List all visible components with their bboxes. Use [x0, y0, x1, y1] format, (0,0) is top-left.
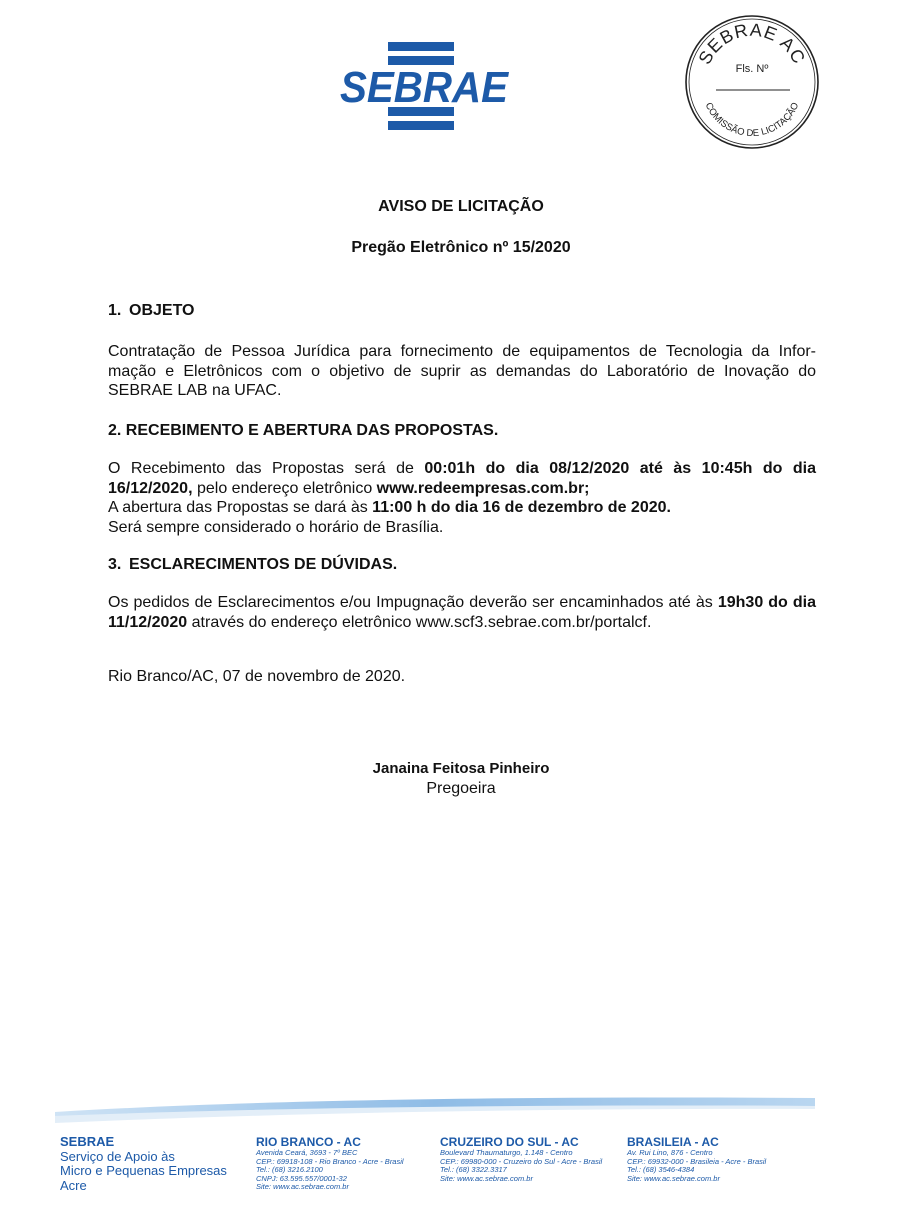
office-line: CEP.: 69932-000 - Brasileia - Acre - Brasil — [627, 1156, 767, 1166]
office-city: RIO BRANCO - AC — [256, 1135, 361, 1149]
office-line: CEP.: 69980-000 - Cruzeiro do Sul - Acre - Brasil — [440, 1156, 603, 1166]
footer-org-line: Serviço de Apoio às — [60, 1148, 175, 1164]
office-line: Tel.: (68) 3322.3317 — [440, 1165, 507, 1175]
protocol-stamp — [684, 14, 820, 150]
footer-wave-decoration — [0, 1090, 900, 1130]
office-line: CEP.: 69918-108 - Rio Branco - Acre - Brasil — [256, 1156, 404, 1166]
office-city: BRASILEIA - AC — [627, 1135, 719, 1149]
office-city: CRUZEIRO DO SUL - AC — [440, 1135, 579, 1149]
office-line: Tel.: (68) 3216.2100 — [256, 1165, 323, 1175]
stamp-label: Fls. Nº — [735, 63, 769, 75]
footer-org-line: Acre — [60, 1177, 87, 1193]
notice-title: AVISO DE LICITAÇÃO — [378, 198, 544, 215]
footer-office-cruzeiro-do-sul — [440, 1135, 602, 1183]
receipt-end-date: 16/12/2020, — [108, 479, 193, 497]
office-line: Site: www.ac.sebrae.com.br — [440, 1173, 533, 1183]
text-run: A abertura das Propostas se dará às — [108, 499, 368, 516]
stamp-top-text: SEBRAE AC — [694, 19, 810, 68]
office-line: Site: www.ac.sebrae.com.br — [627, 1173, 720, 1183]
office-line: Tel.: (68) 3546-4384 — [627, 1165, 695, 1175]
sebrae-logo — [338, 40, 510, 132]
opening-datetime: 11:00 h do dia 16 de dezembro de 2020. — [372, 499, 671, 516]
deadline-time: 19h30 do — [717, 594, 788, 611]
stamp-bottom-text: COMISSÃO DE LICITAÇÃO — [702, 100, 802, 140]
footer-organization — [60, 1135, 227, 1193]
section-3-title: ESCLARECIMENTOS DE DÚVIDAS. — [129, 556, 398, 573]
office-line: Av. Rui Lino, 876 - Centro — [627, 1148, 713, 1157]
section-2-body — [108, 459, 816, 537]
notice-subtitle: Pregão Eletrônico nº 15/2020 — [351, 239, 571, 256]
office-line: Avenida Ceará, 3693 - 7º BEC — [256, 1148, 358, 1157]
section-1-line: SEBRAE LAB na UFAC. — [108, 382, 282, 399]
place-date: Rio Branco/AC, 07 de novembro de 2020. — [108, 668, 406, 685]
section-1-line: Contratação de Pessoa Jurídica para fornecimento de equipamentos de Tecnologia da Infor- — [108, 343, 816, 360]
section-3-body — [108, 593, 816, 632]
section-3-number: 3. — [108, 556, 122, 573]
footer-org-line: Micro e Pequenas Empresas — [60, 1163, 227, 1178]
text-run: através do endereço eletrônico www.scf3.sebrae.com.br/portalcf. — [191, 613, 652, 631]
deadline-date: dia 11/12/2020 — [108, 594, 817, 631]
office-line: Boulevard Thaumaturgo, 1.148 - Centro — [440, 1148, 573, 1157]
section-2-paragraph-3: Será sempre considerado o horário de Brasília. — [108, 518, 444, 536]
footer-org-name: SEBRAE — [60, 1134, 115, 1149]
signer-name: Janaina Feitosa Pinheiro — [372, 760, 550, 777]
office-line: CNPJ: 63.595.557/0001-32 — [256, 1173, 347, 1183]
section-1-number: 1. — [108, 302, 122, 319]
svg-text:COMISSÃO DE LICITAÇÃO — [703, 101, 802, 139]
section-1-heading — [108, 301, 816, 321]
logo-text: SEBRAE — [340, 63, 510, 112]
text-run: Os pedidos de Esclarecimentos e/ou Impugnação deverão ser encaminhados até às — [108, 594, 713, 611]
section-3-heading — [108, 555, 816, 575]
section-2-paragraph-1 — [108, 459, 816, 498]
text-run: O Recebimento das Propostas será de — [108, 460, 414, 477]
section-2-heading: 2. RECEBIMENTO E ABERTURA DAS PROPOSTAS. — [108, 422, 499, 439]
section-1-line: mação e Eletrônicos com o objetivo de suprir as demandas do Laboratório de Inovação do — [108, 362, 816, 380]
receipt-period: 00:01h do dia 08/12/2020 até às 10:45h do dia — [424, 460, 817, 477]
section-1-body — [108, 342, 816, 401]
website-link: www.redeempresas.com.br; — [376, 479, 590, 497]
svg-text:SEBRAE AC — [695, 20, 810, 68]
footer-office-rio-branco — [256, 1135, 404, 1192]
text-run: pelo endereço eletrônico — [196, 479, 373, 497]
signer-role: Pregoeira — [426, 780, 496, 797]
office-line: Site: www.ac.sebrae.com.br — [256, 1182, 349, 1192]
footer-office-brasileia — [627, 1135, 766, 1183]
section-1-title: OBJETO — [129, 302, 195, 319]
section-2-paragraph-2 — [108, 498, 816, 518]
